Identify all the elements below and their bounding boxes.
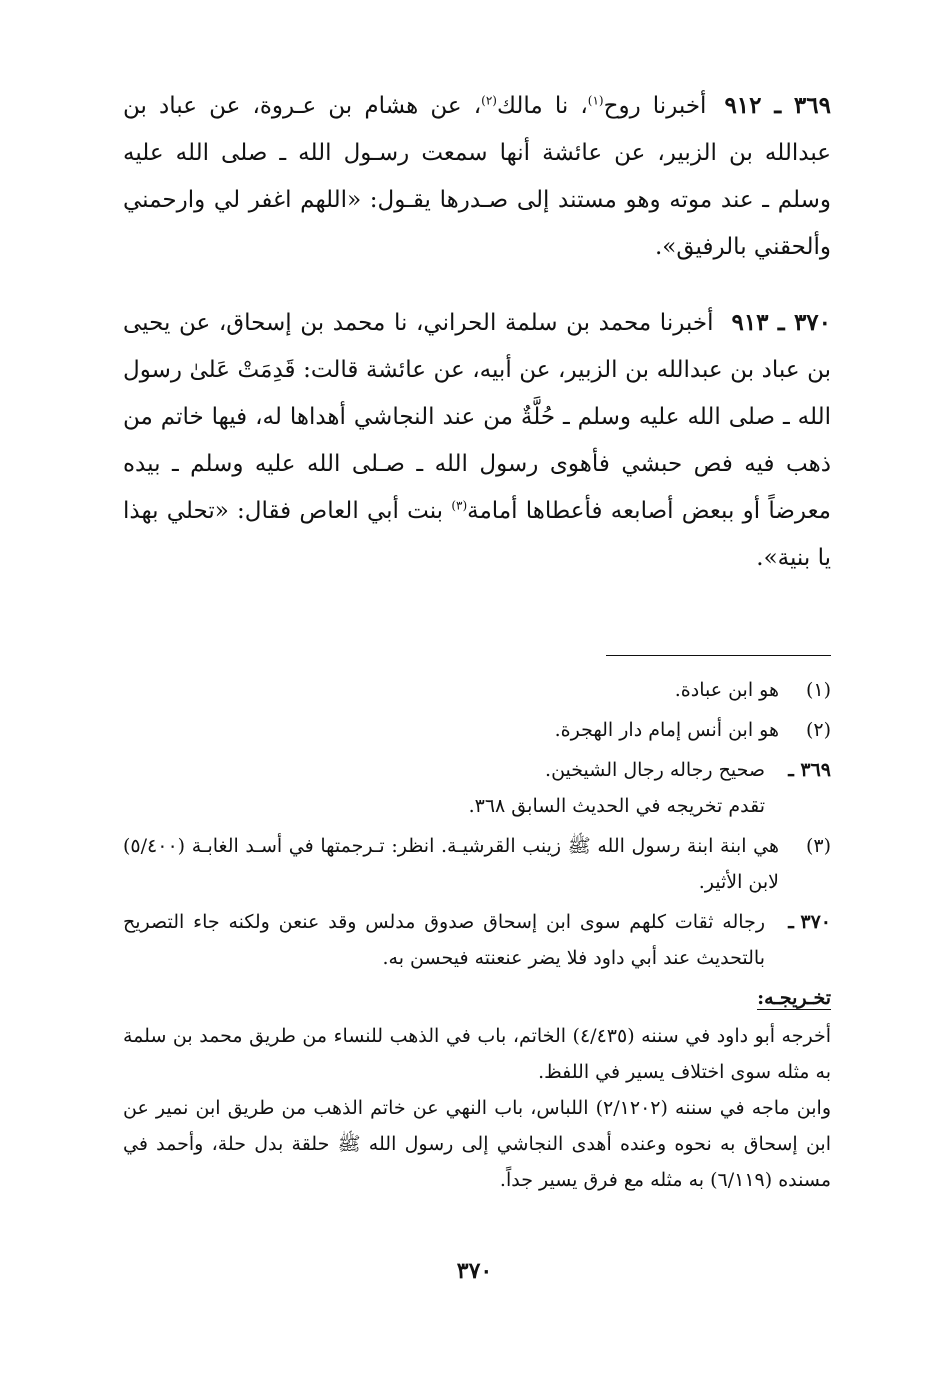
footnote-text: هو ابن عبادة. <box>674 679 779 701</box>
hadith-text: ، نا مالك <box>496 93 588 119</box>
commentary-key: ٣٧٠ ـ <box>788 911 831 933</box>
page-number: ٣٧٠ <box>456 1258 493 1284</box>
commentary-text: صحيح رجاله رجال الشيخين. <box>545 759 765 781</box>
commentary-text: تقدم تخريجه في الحديث السابق ٣٦٨. <box>468 795 765 817</box>
hadith-text: ، عن هشام بن عـروة، عن عباد بن عبدالله بن الزبير، عن عائشة أنها سمعت رسـول الله ـ صلى الله عليه وسلم ـ عند موته وهو مستند إلى صـدرها يقـول: «اللهم اغفر لي وارحمني وألحقني بالرفيق». <box>123 93 831 260</box>
footnote-3 <box>123 828 831 900</box>
footnote-key: (٣) <box>805 835 831 857</box>
takhrij-section <box>123 980 831 1198</box>
commentary-370 <box>123 904 831 976</box>
footnote-key: (١) <box>805 679 831 701</box>
footnote-ref: (٢) <box>481 93 497 108</box>
commentary-text: رجاله ثقات كلهم سوى ابن إسحاق صدوق مدلس وقد عنعن ولكنه جاء التصريح بالتحديث عند أبي داود فلا يضر عنعنته فيحسن به. <box>123 911 765 969</box>
hadith-370 <box>123 299 831 582</box>
footnote-1 <box>123 672 831 708</box>
footnote-separator <box>606 655 831 656</box>
footnote-2 <box>123 712 831 748</box>
footnote-ref: (١) <box>587 93 604 108</box>
commentary-369 <box>123 752 831 824</box>
takhrij-paragraph: أخرجه أبو داود في سننه (٤/٤٣٥) الخاتم، باب في الذهب للنساء من طريق محمد بن سلمة به مثله سوى اختلاف يسير في اللفظ. <box>123 1025 831 1083</box>
commentary-key: ٣٦٩ ـ <box>788 759 831 781</box>
hadith-369 <box>123 82 831 271</box>
hadith-text: أخبرنا محمد بن سلمة الحراني، نا محمد بن إسحاق، عن يحيى بن عباد بن عبدالله بن الزبير، عن أبيه، عن عائشة قالت: قَدِمَتْ عَلىٰ رسول الله ـ صلى الله عليه وسلم ـ حُلَّةٌ من عند النجاشي أهداها له، فيها خاتم من ذهب فيه فص حبشي فأهوى رسول الله ـ صـلى الله عليه وسلم ـ بيده معرضاً أو ببعض أصابعه فأعطاها أمامة <box>123 310 831 524</box>
hadith-text: أخبرنا روح <box>603 93 707 119</box>
hadith-number: ٣٦٩ ـ ٩١٢ <box>724 92 831 119</box>
footnote-text: هو ابن أنس إمام دار الهجرة. <box>554 719 779 741</box>
footnotes <box>123 672 831 1198</box>
footnote-ref: (٣) <box>451 498 468 513</box>
main-text <box>123 82 831 610</box>
takhrij-heading: تخـريجـه: <box>757 987 831 1009</box>
hadith-text: بنت أبي العاص فقال: «تحلي بهذا يا بنية». <box>123 498 831 571</box>
takhrij-paragraph: وابن ماجه في سننه (٢/١٢٠٢) اللباس، باب النهي عن خاتم الذهب من طريق ابن نمير عن ابن إسحاق به نحوه وعنده أهدى النجاشي إلى رسول الله ﷺ حلقة بدل حلة، وأحمد في مسنده (٦/١١٩) به مثله مع فرق يسير جداً. <box>123 1097 831 1191</box>
footnote-text: هي ابنة ابنة رسول الله ﷺ زينب القرشيـة. انظر: تـرجمتها في أسـد الغابـة (٥/٤٠٠) لابن الأثير. <box>123 835 779 893</box>
hadith-number: ٣٧٠ ـ ٩١٣ <box>731 309 831 336</box>
footnote-key: (٢) <box>805 719 831 741</box>
